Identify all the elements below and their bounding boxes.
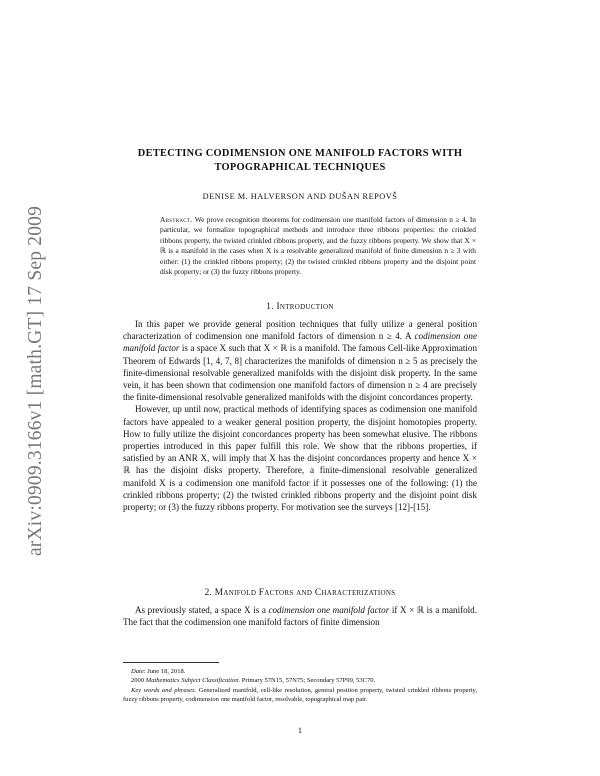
section2-paragraph-1: [123, 604, 477, 628]
msc-value: Primary 57N15, 57N75; Secondary 57P99, 53C70.: [240, 677, 376, 685]
footnote-keywords: [123, 686, 477, 705]
footnote-divider: [123, 662, 219, 663]
abstract: [160, 215, 476, 278]
s2-p1-text-a: As previously stated, a space X is a: [135, 605, 269, 615]
title-line-2: TOPOGRAPHICAL TECHNIQUES: [214, 162, 386, 173]
arxiv-identifier-stamp: [25, 178, 47, 584]
footnotes: [123, 667, 477, 705]
section-heading-introduction: 1. Introduction: [266, 302, 334, 312]
msc-label: Mathematics Subject Classification.: [145, 677, 241, 685]
page-number: 1: [297, 726, 303, 735]
abstract-text: We prove recognition theorems for codimension one manifold factors of dimension n ≥ 4. In particular, we formalize topographical methods and introduce three ribbons properties: the crinkled ribbons property, the twisted crinkled ribbons property, and the fuzzy ribbons property. We show that X × ℝ is a manifold in the cases when X is a resolvable generalized manifold of finite dimension n ≥ 3 with either: (1) the crinkled ribbons property; (2) the twisted crinkled ribbons property and the disjoint point disk property; or (3) the fuzzy ribbons property.: [160, 215, 477, 277]
date-value: : June 18, 2018.: [143, 668, 186, 675]
authors: DENISE M. HALVERSON AND DUŠAN REPOVŠ: [202, 192, 398, 201]
intro-p1-text-b: is a space X such that X × ℝ is a manifold. The famous Cell-like Approximation Theorem of Edwards [1, 4, 7, 8] characterizes the manifolds of dimension n ≥ 5 as precisely the finite-dimensional resolvable generalized manifolds with the disjoint disk property. In the same vein, it has been shown that codimension one manifold factors of dimension n ≥ 4 are precisely the finite-dimensional resolvable generalized manifolds with the disjoint concordances property.: [123, 343, 477, 403]
introduction-body: [123, 318, 477, 513]
keywords-label: Key words and phrases.: [131, 686, 197, 694]
title-line-1: DETECTING CODIMENSION ONE MANIFOLD FACTORS WITH: [137, 148, 463, 159]
footnote-date: [123, 667, 477, 676]
arxiv-id: arXiv:0909.3166v1 [math.GT] 17 Sep 2009: [25, 205, 46, 557]
intro-p1-term: codimension one manifold factor: [123, 331, 478, 354]
s2-p1-text-b: if X × ℝ is a manifold. The fact that the codimension one manifold factors of finite dimension: [123, 605, 477, 628]
section2-body: [123, 604, 477, 628]
s2-p1-term: codimension one manifold factor: [268, 605, 390, 615]
section-heading-manifold-factors: 2. Manifold Factors and Characterizations: [204, 588, 396, 598]
msc-prefix: 2000: [131, 677, 146, 685]
intro-p1-text-a: In this paper we provide general position techniques that fully utilize a general position characterization of codimension one manifold factors of dimension n ≥ 4. A: [123, 319, 477, 342]
footnote-msc: [123, 676, 477, 685]
paper-title: [90, 147, 510, 175]
abstract-label: Abstract.: [160, 215, 193, 224]
date-label: Date: [131, 668, 144, 675]
keywords-value: Generalized manifold, cell-like resolution, general position property, twisted crinkled ribbons property, fuzzy ribbons property, codimension one manifold factor, resolvable, topographical map pair.: [123, 686, 478, 704]
introduction-paragraph-1: [123, 318, 477, 403]
introduction-paragraph-2: However, up until now, practical methods of identifying spaces as codimension one manifold factors have appealed to a weaker general position property, the disjoint homotopies property. How to fully utilize the disjoint concordances property has been somewhat elusive. The ribbons properties introduced in this paper fulfill this role. We show that the ribbons properties, if satisfied by an ANR X, will imply that X has the disjoint concordances property and hence X × ℝ has the disjoint disks property. Therefore, a finite-dimensional resolvable generalized manifold X is a codimension one manifold factor if it possesses one of the following: (1) the crinkled ribbons property; (2) the twisted crinkled ribbons property and the disjoint point disk property; or (3) the fuzzy ribbons property. For motivation see the surveys [12]-[15].: [123, 404, 477, 513]
